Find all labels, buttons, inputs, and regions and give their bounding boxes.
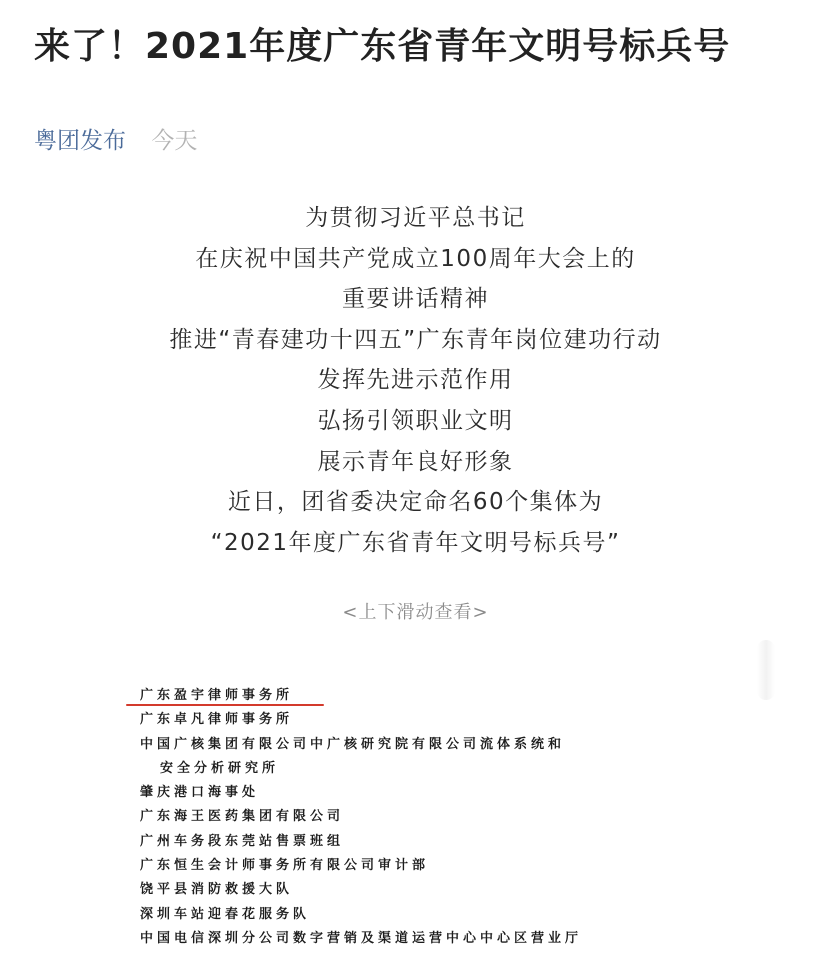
list-item: 中国电信深圳分公司数字营销及渠道运营中心中心区营业厅 bbox=[140, 930, 583, 946]
intro-line: 发挥先进示范作用 bbox=[317, 367, 514, 394]
intro-line: 为贯彻习近平总书记 bbox=[305, 205, 526, 231]
intro-line: 展示青年良好形象 bbox=[317, 448, 514, 475]
article-title: 来了！2021年度广东省青年文明号标兵号 bbox=[34, 26, 731, 67]
intro-text-block bbox=[0, 198, 831, 563]
list-item: 广东卓凡律师事务所 bbox=[140, 712, 294, 728]
scroll-hint: <上下滑动查看> bbox=[342, 602, 489, 623]
publish-date: 今天 bbox=[151, 128, 198, 154]
list-item: 广东海王医药集团有限公司 bbox=[140, 809, 345, 825]
list-item: 广东盈宇律师事务所 bbox=[140, 688, 294, 703]
list-item: 广东恒生会计师事务所有限公司审计部 bbox=[140, 858, 430, 874]
account-name-link[interactable]: 粤团发布 bbox=[34, 128, 126, 154]
scrollbar-thumb[interactable] bbox=[757, 640, 775, 700]
intro-line: “2021年度广东省青年文明号标兵号” bbox=[210, 529, 621, 556]
article-meta bbox=[34, 126, 197, 156]
list-item: 中国广核集团有限公司中广核研究院有限公司流体系统和 bbox=[140, 736, 566, 752]
honoree-list-scroll-panel[interactable] bbox=[0, 640, 831, 975]
list-item: 肇庆港口海事处 bbox=[140, 785, 260, 801]
list-item: 深圳车站迎春花服务队 bbox=[140, 906, 311, 922]
list-item: 安全分析研究所 bbox=[160, 760, 280, 776]
intro-line: 重要讲话精神 bbox=[342, 286, 489, 313]
intro-line: 推进“青春建功十四五”广东青年岗位建功行动 bbox=[169, 326, 662, 353]
intro-line: 弘扬引领职业文明 bbox=[317, 407, 514, 434]
honoree-list bbox=[140, 684, 582, 951]
intro-line: 近日，团省委决定命名60个集体为 bbox=[227, 489, 604, 516]
intro-line: 在庆祝中国共产党成立100周年大会上的 bbox=[195, 245, 636, 272]
highlight-underline bbox=[126, 704, 324, 706]
list-item: 饶平县消防救援大队 bbox=[140, 882, 294, 898]
list-item: 广州车务段东莞站售票班组 bbox=[140, 833, 345, 849]
